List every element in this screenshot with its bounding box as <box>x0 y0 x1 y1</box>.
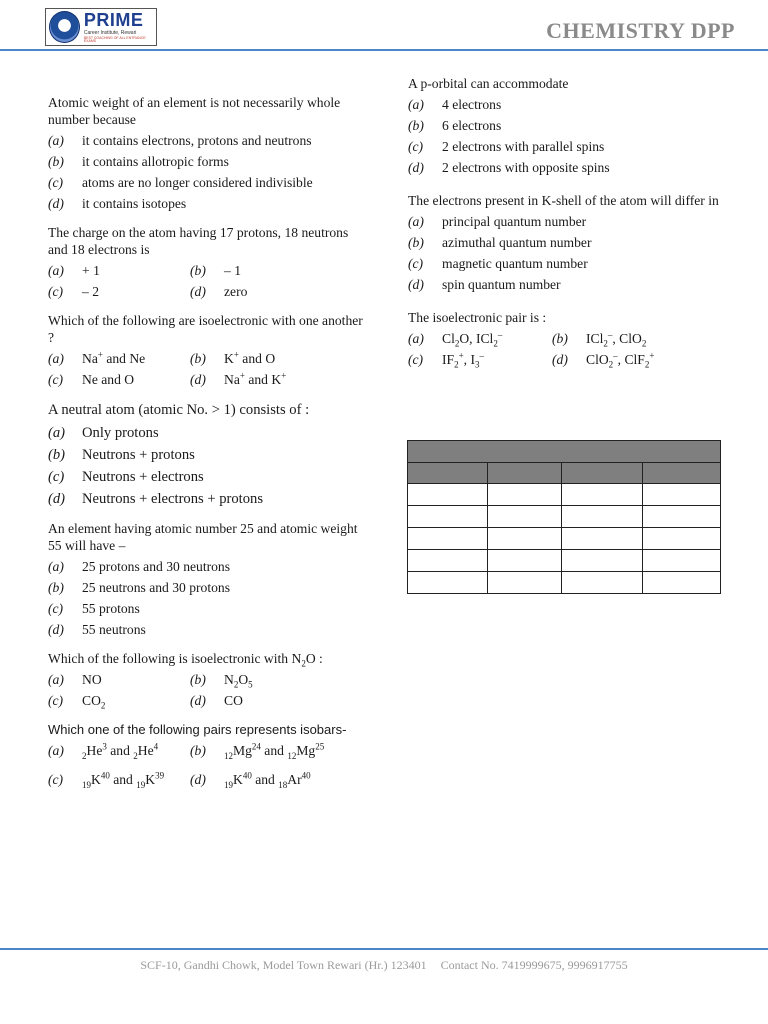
option-b <box>190 348 368 369</box>
option-b <box>190 740 368 763</box>
question-stem: The charge on the atom having 17 protons, 18 neutrons and 18 electrons is <box>48 225 349 257</box>
option-label: (a) <box>48 133 64 148</box>
option-label: (b) <box>48 154 64 169</box>
question-4 <box>48 400 368 510</box>
table-header-row <box>408 463 721 484</box>
question-stem: Which of the following are isoelectronic with one another ? <box>48 313 363 345</box>
table-row <box>408 528 721 550</box>
option-label: (c) <box>48 175 64 190</box>
question-6 <box>48 650 368 711</box>
question-stem: Which one of the following pairs represents isobars- <box>48 722 347 737</box>
left-column <box>48 94 368 802</box>
question-stem: A neutral atom (atomic No. > 1) consists of : <box>48 402 310 418</box>
option-a <box>48 260 190 281</box>
option-text: Only protons <box>82 425 159 441</box>
table-cell <box>408 572 488 594</box>
question-8 <box>408 75 726 178</box>
option-text: NO <box>82 672 102 687</box>
option-text: 25 protons and 30 neutrons <box>82 559 231 574</box>
option-label: (c) <box>48 372 64 387</box>
table-cell <box>643 506 721 528</box>
table-row <box>408 484 721 506</box>
option-label: (c) <box>408 352 424 367</box>
option-text: 6 electrons <box>442 118 502 133</box>
option-text: + 1 <box>82 263 100 278</box>
option-label: (d) <box>190 693 206 708</box>
option-text: Na+ and Ne <box>82 349 146 366</box>
option-text: $N_2O_5$ <box>224 672 253 690</box>
table-header-cell <box>408 463 488 484</box>
table-cell <box>643 528 721 550</box>
institute-logo <box>45 8 157 46</box>
option-a <box>48 740 190 763</box>
option-text: ClO$_2$–, ClF$_2$+ <box>586 350 655 370</box>
question-7 <box>48 721 368 792</box>
option-label: (c) <box>48 772 64 787</box>
option-label: (d) <box>552 352 568 367</box>
table-cell <box>561 550 642 572</box>
option-label: (a) <box>48 559 64 574</box>
option-label: (d) <box>48 196 64 211</box>
option-text: principal quantum number <box>442 214 587 229</box>
option-a <box>48 556 368 577</box>
option-text: $Cl_2O$, ICl$_2$– <box>442 329 503 349</box>
question-10 <box>408 309 726 370</box>
option-label: (d) <box>48 491 66 507</box>
table-row <box>408 506 721 528</box>
option-text: $_{19}K^{40}$ and $_{18}Ar^{40}$ <box>224 770 311 790</box>
option-text: it contains electrons, protons and neutrons <box>82 133 312 148</box>
header-divider <box>0 49 768 51</box>
option-label: (c) <box>48 601 64 616</box>
option-d <box>48 619 368 640</box>
option-label: (d) <box>48 622 64 637</box>
table-cell <box>488 506 562 528</box>
question-stem: Atomic weight of an element is not necessarily whole number because <box>48 95 341 127</box>
option-a <box>408 94 726 115</box>
option-text: spin quantum number <box>442 277 561 292</box>
table-cell <box>561 506 642 528</box>
table-header-cell <box>561 463 642 484</box>
option-b <box>48 444 368 466</box>
option-d <box>190 769 368 792</box>
question-1 <box>48 94 368 214</box>
table-cell <box>561 572 642 594</box>
option-d <box>48 488 368 510</box>
table-header-cell <box>488 463 562 484</box>
option-label: (a) <box>48 263 64 278</box>
table-cell <box>408 550 488 572</box>
logo-name: PRIME <box>83 9 144 30</box>
option-text: CO <box>224 693 243 708</box>
page-footer <box>0 958 768 973</box>
option-c <box>48 369 190 390</box>
right-column <box>408 75 726 380</box>
footer-contact: Contact No. 7419999675, 9996917755 <box>440 958 628 972</box>
option-b <box>408 232 726 253</box>
option-b <box>190 260 368 281</box>
option-text: 4 electrons <box>442 97 502 112</box>
option-text: 55 neutrons <box>82 622 146 637</box>
option-label: (a) <box>48 743 64 758</box>
question-stem: The isoelectronic pair is : <box>408 310 547 325</box>
table-row <box>408 550 721 572</box>
option-label: (a) <box>48 351 64 366</box>
option-text: Neutrons + electrons <box>82 469 204 485</box>
table-cell <box>561 528 642 550</box>
option-label: (d) <box>190 772 206 787</box>
question-stem: The electrons present in K-shell of the atom will differ in <box>408 193 719 208</box>
option-d <box>190 369 368 390</box>
option-d <box>408 274 726 295</box>
table-cell <box>488 572 562 594</box>
question-2 <box>48 224 368 302</box>
option-label: (d) <box>408 160 424 175</box>
option-text: 2 electrons with parallel spins <box>442 139 605 154</box>
option-label: (c) <box>48 284 64 299</box>
table-cell <box>408 506 488 528</box>
option-c <box>48 598 368 619</box>
option-a <box>48 130 368 151</box>
option-text: azimuthal quantum number <box>442 235 592 250</box>
question-stem: An element having atomic number 25 and atomic weight 55 will have – <box>48 521 358 553</box>
option-label: (b) <box>190 672 206 687</box>
option-label: (b) <box>408 118 424 133</box>
option-text: Neutrons + electrons + protons <box>82 491 264 507</box>
logo-tagline: BEST COACHING OF ALL ENTRANCE EXAMS <box>83 35 146 43</box>
option-b <box>48 577 368 598</box>
table-cell <box>488 550 562 572</box>
table-title-row <box>408 441 721 463</box>
table-cell <box>408 528 488 550</box>
option-text: $IF_2^+$, $I_3^-$ <box>442 350 484 370</box>
option-label: (d) <box>190 284 206 299</box>
question-5 <box>48 520 368 640</box>
option-label: (b) <box>48 580 64 595</box>
option-text: $_{19}K^{40}$ and $_{19}K^{39}$ <box>82 770 165 790</box>
option-a <box>48 669 190 690</box>
option-text: $_{12}Mg^{24}$ and $_{12}Mg^{25}$ <box>224 741 325 761</box>
option-label: (c) <box>48 693 64 708</box>
option-label: (b) <box>190 743 206 758</box>
option-label: (b) <box>190 263 206 278</box>
question-9 <box>408 192 726 295</box>
option-text: $CO_2$ <box>82 693 106 711</box>
option-text: Ne and O <box>82 372 135 387</box>
logo-subtitle: Career Institute, Rewari <box>83 29 137 36</box>
option-text: atoms are no longer considered indivisible <box>82 175 313 190</box>
page-header <box>0 0 768 56</box>
question-3 <box>48 312 368 390</box>
option-text: ICl$_2$–, ClO$_2$ <box>586 329 647 349</box>
option-text: – 1 <box>224 263 241 278</box>
option-b <box>48 151 368 172</box>
option-label: (a) <box>408 331 424 346</box>
option-label: (c) <box>48 469 65 485</box>
table-cell <box>408 484 488 506</box>
option-text: magnetic quantum number <box>442 256 588 271</box>
option-text: – 2 <box>82 284 99 299</box>
option-b <box>190 669 368 690</box>
option-label: (a) <box>408 97 424 112</box>
table-cell <box>643 572 721 594</box>
option-label: (a) <box>408 214 424 229</box>
option-c <box>48 769 190 792</box>
option-d <box>48 193 368 214</box>
option-c <box>408 349 552 370</box>
option-c <box>48 281 190 302</box>
option-d <box>408 157 726 178</box>
option-text: zero <box>224 284 248 299</box>
option-text: 55 protons <box>82 601 140 616</box>
answer-grid <box>407 440 721 594</box>
option-b <box>552 328 726 349</box>
option-label: (b) <box>552 331 568 346</box>
option-text: $_2He^3$ and $_2He^4$ <box>82 741 159 761</box>
option-text: it contains isotopes <box>82 196 187 211</box>
option-a <box>408 328 552 349</box>
table-cell <box>561 484 642 506</box>
question-stem: Which of the following is isoelectronic with $N_2O$ : <box>48 651 323 669</box>
option-text: Neutrons + protons <box>82 447 195 463</box>
option-a <box>48 422 368 444</box>
option-c <box>408 253 726 274</box>
table-cell <box>643 550 721 572</box>
option-c <box>408 136 726 157</box>
option-label: (a) <box>48 672 64 687</box>
option-a <box>48 348 190 369</box>
option-label: (d) <box>190 372 206 387</box>
option-label: (d) <box>408 277 424 292</box>
table-title-cell <box>408 441 721 463</box>
option-label: (c) <box>408 256 424 271</box>
table-header-cell <box>643 463 721 484</box>
option-b <box>408 115 726 136</box>
option-c <box>48 690 190 711</box>
option-text: 2 electrons with opposite spins <box>442 160 610 175</box>
option-text: 25 neutrons and 30 protons <box>82 580 231 595</box>
option-text: K+ and O <box>224 349 276 366</box>
option-c <box>48 466 368 488</box>
table-cell <box>488 484 562 506</box>
footer-divider <box>0 948 768 950</box>
logo-emblem-icon <box>49 11 80 43</box>
option-text: Na+ and K+ <box>224 370 287 387</box>
option-c <box>48 172 368 193</box>
table-cell <box>488 528 562 550</box>
answer-table <box>407 440 721 594</box>
table-row <box>408 572 721 594</box>
option-d <box>190 690 368 711</box>
option-label: (b) <box>408 235 424 250</box>
option-d <box>190 281 368 302</box>
option-label: (c) <box>408 139 424 154</box>
option-label: (b) <box>48 447 66 463</box>
question-stem: A p-orbital can accommodate <box>408 76 569 91</box>
page-title: CHEMISTRY DPP <box>546 18 735 43</box>
table-cell <box>643 484 721 506</box>
option-d <box>552 349 726 370</box>
option-label: (b) <box>190 351 206 366</box>
option-text: it contains allotropic forms <box>82 154 229 169</box>
option-a <box>408 211 726 232</box>
footer-address: SCF-10, Gandhi Chowk, Model Town Rewari (Hr.) 123401 <box>140 958 427 972</box>
option-label: (a) <box>48 425 66 441</box>
